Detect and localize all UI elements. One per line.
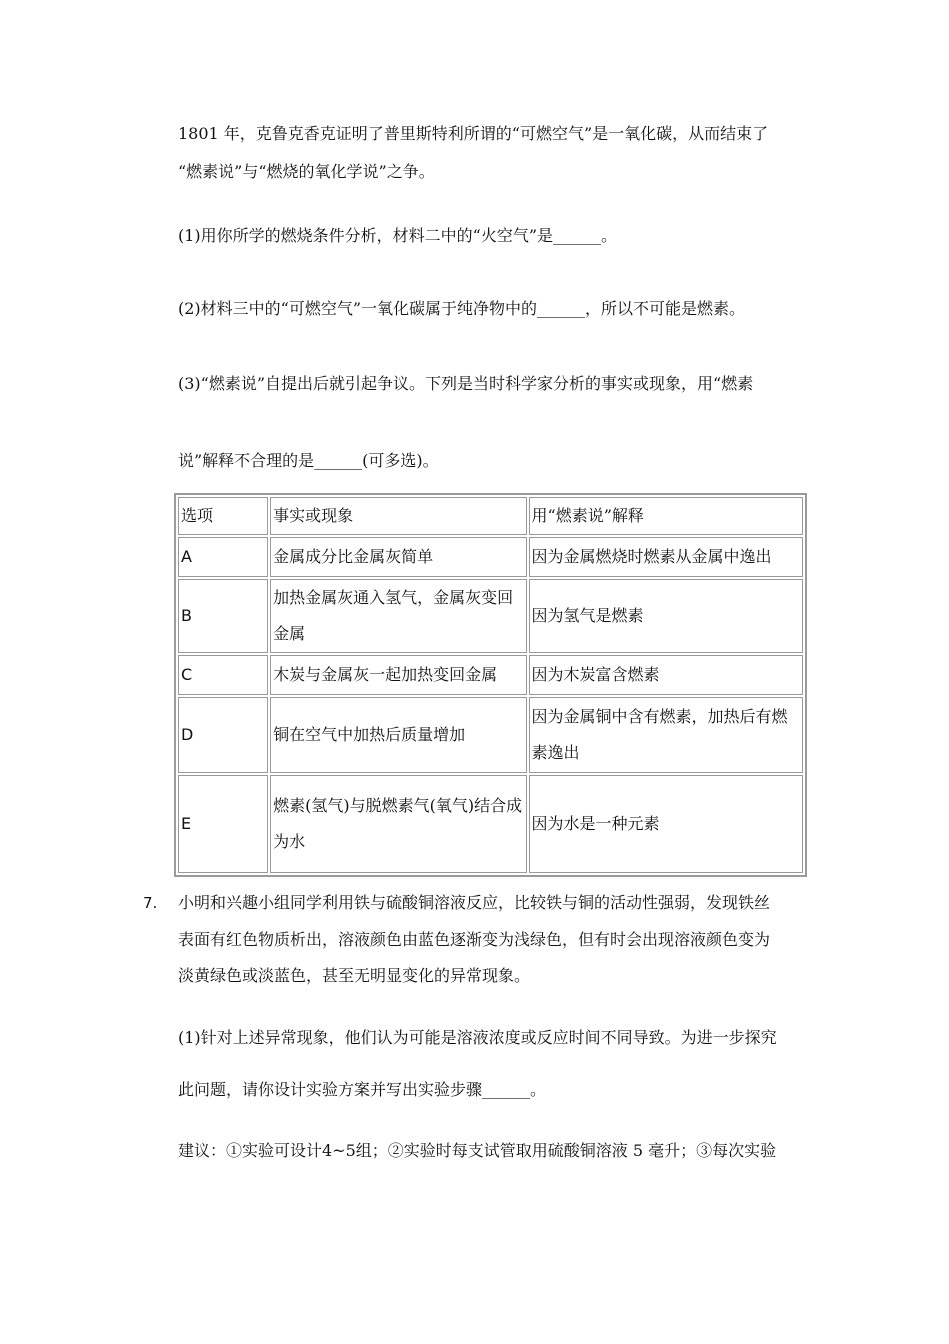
row-fact: 金属成分比金属灰简单 [270,537,526,577]
row-option: D [178,697,268,773]
row-fact: 燃素(氢气)与脱燃素气(氧气)结合成为水 [270,775,526,873]
table-row [178,655,803,695]
question-number: 7. [143,894,158,912]
row-explanation: 因为金属燃烧时燃素从金属中逸出 [529,537,803,577]
material-three-line-1: 1801 年，克鲁克香克证明了普里斯特利所谓的“可燃空气”是一氧化碳，从而结束了 [178,124,769,143]
question-6-part-2: (2)材料三中的“可燃空气”一氧化碳属于纯净物中的______，所以不可能是燃素。 [178,299,746,318]
row-fact: 加热金属灰通入氢气，金属灰变回金属 [270,579,526,653]
row-explanation: 因为水是一种元素 [529,775,803,873]
row-fact: 木炭与金属灰一起加热变回金属 [270,655,526,695]
row-option: C [178,655,268,695]
table-row [178,775,803,873]
table-row [178,579,803,653]
question-6-part-1: (1)用你所学的燃烧条件分析，材料二中的“火空气”是______。 [178,226,618,245]
question-7-intro-line-1: 小明和兴趣小组同学利用铁与硫酸铜溶液反应，比较铁与铜的活动性强弱，发现铁丝 [178,893,771,912]
header-fact: 事实或现象 [270,497,526,535]
question-7-suggestion: 建议：①实验可设计4~5组；②实验时每支试管取用硫酸铜溶液 5 毫升；③每次实验 [178,1141,777,1160]
header-explanation: 用“燃素说”解释 [529,497,803,535]
row-explanation: 因为氢气是燃素 [529,579,803,653]
phlogiston-table [174,493,807,877]
table-row [178,537,803,577]
table-header-row [178,497,803,535]
row-fact: 铜在空气中加热后质量增加 [270,697,526,773]
row-option: A [178,537,268,577]
question-6-part-3-line-1: (3)“燃素说”自提出后就引起争议。下列是当时科学家分析的事实或现象，用“燃素 [178,374,754,393]
header-option: 选项 [178,497,268,535]
question-7-part-1-line-1: (1)针对上述异常现象，他们认为可能是溶液浓度或反应时间不同导致。为进一步探究 [178,1028,777,1047]
row-option: B [178,579,268,653]
question-6-part-3-line-2: 说”解释不合理的是______(可多选)。 [178,451,439,470]
row-explanation: 因为金属铜中含有燃素，加热后有燃素逸出 [529,697,803,773]
material-three-line-2: “燃素说”与“燃烧的氧化学说”之争。 [178,162,435,181]
row-option: E [178,775,268,873]
question-7-intro-line-3: 淡黄绿色或淡蓝色，甚至无明显变化的异常现象。 [178,966,531,985]
question-7-intro-line-2: 表面有红色物质析出，溶液颜色由蓝色逐渐变为浅绿色，但有时会出现溶液颜色变为 [178,930,771,949]
row-explanation: 因为木炭富含燃素 [529,655,803,695]
table-row [178,697,803,773]
question-7-part-1-line-2: 此问题，请你设计实验方案并写出实验步骤______。 [178,1080,547,1099]
